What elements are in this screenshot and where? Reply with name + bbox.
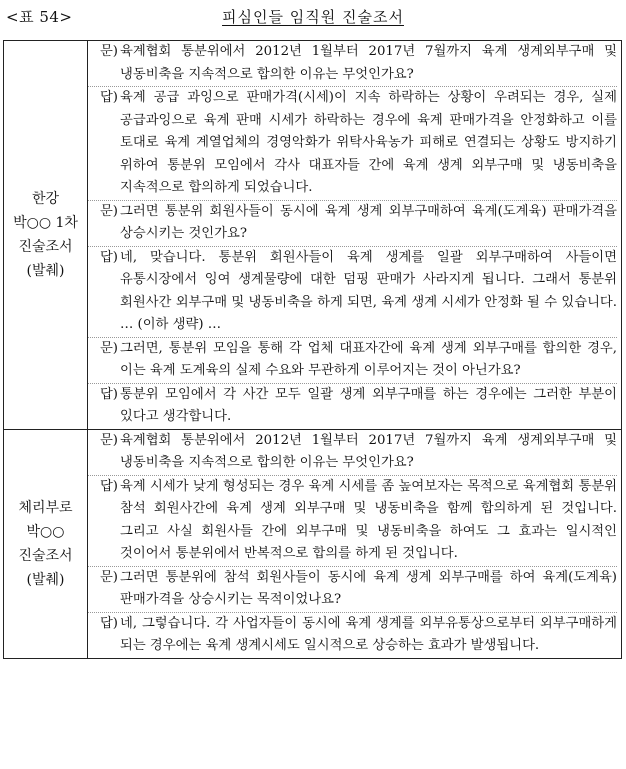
qa-text: 그러면 통분위 회원사들이 동시에 육계 생계 외부구매하여 육계(도계육) 판매가격을 상승시키는 것인가요? [120,203,617,241]
statement-table [3,40,622,659]
answer-item [88,383,617,429]
person-line: 진술조서 [18,547,73,564]
qa-text: 네, 그렇습니다. 각 사업자들이 동시에 육계 생계를 외부유통상으로부터 외부구매하게 되는 경우에는 육계 생계시세도 일시적으로 상승하는 효과가 발생됩니다. [120,615,617,653]
page-header [0,0,626,36]
qa-text: 육계 공급 과잉으로 판매가격(시세)이 지속 하락하는 상황이 우려되는 경우, 실제 공급과잉으로 육계 판매 시세가 하락하는 경우에 육계 판매가격을 안정화하고 이를 토대로 육계 계열업체의 경영악화가 위탁사육농가 피해로 연결되는 상황도 방지하기 위하여 통분위 모임에서 각사 대표자들 간에 육계 생계 외부구매 및 냉동비축을 지속적으로 합의하게 되었습니다. [120,90,617,195]
qa-marker: 문) [99,569,118,585]
question-item [88,41,617,86]
qa-text: 육계협회 통분위에서 2012년 1월부터 2017년 7월까지 육계 생계외부구매 및 냉동비축을 지속적으로 합의한 이유는 무엇인가요? [120,44,617,82]
question-item [88,337,617,383]
qa-text: 네, 맞습니다. 통분위 회원사들이 육계 생계를 일괄 외부구매하여 사들이면 유통시장에서 잉여 생계물량에 대한 덤핑 판매가 사라지게 됩니다. 그래서 통분위 회원사간 외부구매 및 냉동비축을 하게 되면, 육계 생계 시세가 안정화 될 수 있습니다. … (이하 생략) … [120,249,617,332]
question-item [88,566,617,612]
answer-item [88,86,617,200]
qa-marker: 답) [99,249,118,265]
qa-text: 통분위 모임에서 각 사간 모두 일괄 생계 외부구매를 하는 경우에는 그러한 부분이 있다고 생각합니다. [120,386,617,424]
document-title-text: 피심인들 임직원 진술조서 [222,8,404,26]
table-row [4,41,622,430]
qa-marker: 문) [99,340,118,356]
answer-item [88,246,617,337]
person-line: 진술조서 [18,238,73,255]
answer-item [88,475,617,566]
table-row [4,429,622,658]
person-line: (발췌) [26,262,65,279]
qa-text: 육계협회 통분위에서 2012년 1월부터 2017년 7월까지 육계 생계외부구매 및 냉동비축을 지속적으로 합의한 이유는 무엇인가요? [120,432,617,470]
qa-text: 육계 시세가 낮게 형성되는 경우 육계 시세를 좀 높여보자는 목적으로 육계협회 통분위 참석 회원사간에 육계 생계 외부구매 및 냉동비축을 함께 합의하게 된 것입니다. 그리고 사실 회원사들 간에 외부구매 및 냉동비축을 하여도 그 효과는 일시적인 것이어서 통분위에서 반복적으로 합의를 하게 된 것입니다. [120,478,617,561]
person-line: (발췌) [26,571,65,588]
qa-marker: 문) [99,432,118,448]
qa-text: 그러면, 통분위 모임을 통해 각 업체 대표자간에 육계 생계 외부구매를 합의한 경우, 이는 육계 도계육의 실제 수요와 무관하게 이루어지는 것이 아닌가요? [120,340,617,378]
qa-marker: 문) [99,203,118,219]
person-line: 박○○ [26,523,65,540]
qa-marker: 문) [99,44,118,59]
statement-source-cell [4,429,88,658]
qa-marker: 답) [99,615,118,631]
person-line: 한강 [31,190,60,207]
question-item [88,430,617,475]
qa-cell [88,429,622,658]
qa-marker: 답) [99,386,118,402]
question-item [88,200,617,246]
qa-marker: 답) [99,90,118,105]
qa-text: 그러면 통분위에 참석 회원사들이 동시에 육계 생계 외부구매를 하여 육계(도계육) 판매가격을 상승시키는 목적이었나요? [120,569,617,607]
answer-item [88,612,617,658]
qa-marker: 답) [99,478,118,494]
statement-source-cell [4,41,88,430]
table-label: <표 54> [6,8,73,26]
person-line: 체리부로 [18,499,73,516]
document-title [0,6,626,27]
qa-cell [88,41,622,430]
person-line: 박○○ 1차 [13,214,78,231]
